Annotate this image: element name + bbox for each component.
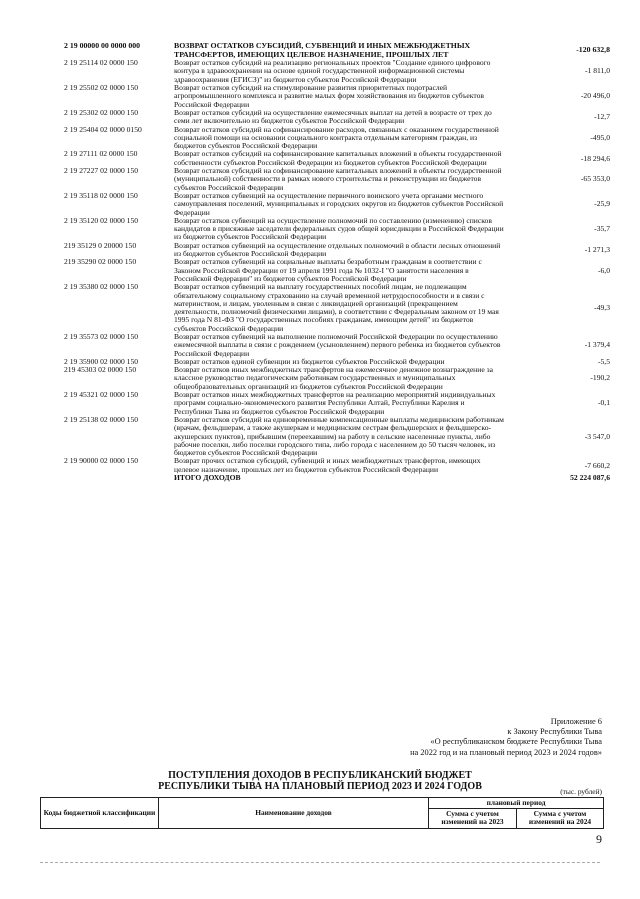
table-row: [62, 366, 610, 391]
row-code: 2 19 25302 02 0000 150: [64, 107, 139, 117]
row-amount: -12,7: [594, 112, 610, 122]
appendix-line-1: Приложение 6: [550, 717, 602, 726]
revenue-table: [62, 42, 610, 482]
table-row: [62, 167, 610, 192]
row-amount: -35,7: [594, 224, 610, 234]
row-code: 2 19 00000 00 0000 000: [64, 41, 141, 50]
row-code: 2 19 25114 02 0000 150: [64, 58, 138, 68]
row-code: 2 19 35118 02 0000 150: [64, 190, 138, 200]
table-row: [62, 457, 610, 474]
header-period: плановый период: [429, 798, 604, 809]
row-amount: -65 353,0: [580, 174, 610, 184]
row-name: Возврат остатков субсидий на софинансирование расходов, связанных с оказанием государственной социальной помощи на основании социального контракта отдельным категориям граждан, из бюджетов субъектов Российской Федерации: [174, 124, 499, 151]
table-header: [40, 797, 604, 829]
row-name: Возврат остатков иных межбюджетных трансфертов на ежемесячное денежное вознаграждение за классное руководство педагогическим работникам государственных и муниципальных общеобразовательных организаций из бюджетов субъектов Российской Федерации: [174, 365, 493, 391]
table-row: [62, 84, 610, 109]
row-amount: -49,3: [594, 302, 610, 312]
revenue-table-body: [62, 42, 610, 474]
row-name: Возврат прочих остатков субсидий, субвенций и иных межбюджетных трансфертов, имеющих целевое назначение, прошлых лет из бюджетов субъектов Российской Федерации: [174, 456, 481, 474]
row-amount: -3 547,0: [584, 431, 610, 441]
table-row: [62, 217, 610, 242]
row-amount: -6,0: [597, 265, 610, 275]
row-name: Возврат остатков субсидий на софинансирование капитальных вложений в объекты государственной собственности субъектов Российской Федерации из бюджетов субъектов Российской Федерации: [174, 149, 502, 167]
row-code: 2 19 25138 02 0000 150: [64, 414, 139, 424]
row-code: 2 19 35120 02 0000 150: [64, 215, 139, 225]
appendix-line-4: на 2022 год и на плановый период 2023 и 2024 годов»: [410, 747, 602, 757]
row-code: 2 19 35573 02 0000 150: [64, 331, 139, 341]
row-code: 2 19 45321 02 0000 150: [64, 390, 139, 400]
document-title: [120, 770, 520, 792]
row-amount: -1 271,3: [584, 244, 610, 254]
page-edge-divider: [40, 862, 600, 863]
row-code: 2 19 25502 02 0000 150: [64, 83, 139, 93]
row-name: Возврат остатков субвенций на осуществление полномочий по составлению (изменению) списков кандидатов в присяжные заседатели федеральных судов общей юрисдикции в Российской Федерации из бюджетов субъектов Российской Федерации: [174, 215, 504, 242]
header-2023: Сумма с учетом изменений на 2023: [429, 809, 517, 828]
table-row: [62, 258, 610, 283]
row-name: Возврат остатков субвенций на социальные выплаты безработным гражданам в соответствии с Законом Российской Федерации от 19 апреля 1991 года № 1032-I "О занятости населения в Российской Федерации" из бюджетов субъектов Российской Федерации: [174, 257, 482, 283]
row-amount: -1 811,0: [584, 66, 610, 76]
table-row: [62, 242, 610, 259]
header-2024: Сумма с учетом изменений на 2024: [517, 809, 604, 828]
appendix-line-3: «О республиканском бюджете Республики Тыва: [430, 737, 602, 747]
row-amount: -18 294,6: [580, 153, 610, 163]
table-row: [62, 59, 610, 84]
row-name: Возврат остатков субсидий на осуществление ежемесячных выплат на детей в возрасте от трех до семи лет включительно из бюджетов субъектов Российской Федерации: [174, 107, 492, 126]
title-line-1: ПОСТУПЛЕНИЯ ДОХОДОВ В РЕСПУБЛИКАНСКИЙ БЮДЖЕТ: [168, 770, 472, 781]
row-amount: -190,2: [590, 373, 610, 383]
title-line-2: РЕСПУБЛИКИ ТЫВА НА ПЛАНОВЫЙ ПЕРИОД 2023 И 2024 ГОДОВ: [158, 781, 482, 793]
row-name: Возврат остатков иных межбюджетных трансфертов на реализацию мероприятий индивидуальных программ социально-экономического развития Республики Алтай, Республики Карелия и Республики Тыва из бюджетов субъектов Российской Федерации: [174, 390, 496, 416]
header-name: Наименование доходов: [159, 798, 429, 829]
row-name: Возврат остатков субсидий на единовременные компенсационные выплаты медицинским работникам (врачам, фельдшерам, а также акушеркам и медицинским сестрам фельдшерских и фельдшерско-акушерских пунктов), прибывшим (переехавшим) на работу в сельские населенные пункты, либо рабочие поселки, либо поселки городского типа, либо города с населением до 50 тысяч человек, из бюджетов субъектов Российской Федерации: [174, 414, 504, 458]
appendix-line-2: к Закону Республики Тыва: [507, 727, 602, 737]
row-amount: -120 632,8: [576, 45, 610, 55]
row-code: 2 19 27227 02 0000 150: [64, 166, 139, 176]
table-row: [62, 333, 610, 358]
row-code: 219 35129 0 20000 150: [64, 240, 137, 250]
table-row: [62, 42, 610, 59]
total-row: [62, 474, 610, 482]
header-codes: Коды бюджетной классификации: [41, 798, 159, 829]
row-code: 2 19 27111 02 0000 150: [64, 149, 138, 159]
row-code: 2 19 35380 02 0000 150: [64, 282, 139, 292]
row-amount: -495,0: [590, 132, 610, 142]
row-amount: -7 660,2: [584, 460, 610, 470]
table-row: [62, 391, 610, 416]
table-row: [62, 150, 610, 167]
row-name: Возврат остатков субсидий на софинансирование капитальных вложений в объекты государственной (муниципальной) собственности в рамках нового строительства и реконструкции из бюджетов субъектов Российской Федерации: [174, 166, 502, 192]
row-amount: -5,5: [597, 356, 610, 366]
unit-label: (тыс. рублей): [560, 787, 602, 796]
page-number: 9: [596, 832, 602, 846]
table-row: [62, 126, 610, 151]
row-amount: -25,9: [594, 199, 610, 209]
row-code: 219 45303 02 0000 150: [64, 365, 137, 375]
row-amount: -20 496,0: [580, 91, 610, 101]
row-amount: -1 379,4: [584, 340, 610, 350]
appendix-note: [410, 717, 602, 758]
row-amount: -0,1: [597, 398, 610, 408]
row-name: Возврат остатков субвенций на осуществление первичного воинского учета органами местного самоуправления поселений, муниципальных и городских округов из бюджетов субъектов Российской Федерации: [174, 190, 504, 217]
row-name: Возврат остатков субвенций на выполнение полномочий Российской Федерации по осуществлению ежемесячной выплаты в связи с рождением (усыновлением) первого ребенка из бюджетов субъектов Российской Федерации: [174, 331, 501, 358]
row-code: 219 35290 02 0000 150: [64, 257, 137, 267]
row-name: Возврат остатков субсидий на реализацию региональных проектов "Создание единого цифрового контура в здравоохранении на основе единой государственной информационной системы здравоохранения (ЕГИСЗ)" из бюджетов субъектов Российской Федерации: [174, 58, 491, 84]
row-name: Возврат остатков субсидий на стимулирование развития приоритетных подотраслей агропромышленного комплекса и развитие малых форм хозяйствования из бюджетов субъектов Российской Федерации: [174, 83, 484, 109]
table-row: [62, 192, 610, 217]
row-name: Возврат остатков субвенций на осуществление отдельных полномочий в области лесных отношений из бюджетов субъектов Российской Федерации: [174, 240, 501, 259]
table-row: [62, 109, 610, 126]
table-row: [62, 283, 610, 333]
row-code: 2 19 90000 02 0000 150: [64, 456, 139, 466]
row-code: 2 19 35900 02 0000 150: [64, 356, 139, 366]
table-row: [62, 416, 610, 457]
row-name: Возврат остатков единой субвенции из бюджетов субъектов Российской Федерации: [174, 356, 445, 366]
total-label: ИТОГО ДОХОДОВ: [174, 473, 241, 483]
row-name: ВОЗВРАТ ОСТАТКОВ СУБСИДИЙ, СУБВЕНЦИЙ И ИНЫХ МЕЖБЮДЖЕТНЫХ ТРАНСФЕРТОВ, ИМЕЮЩИХ ЦЕЛЕВОЕ НАЗНАЧЕНИЕ, ПРОШЛЫХ ЛЕТ: [174, 41, 471, 59]
row-name: Возврат остатков субвенций на выплату государственных пособий лицам, не подлежащим обязательному социальному страхованию на случай временной нетрудоспособности и в связи с материнством, и лицам, уволенным в связи с ликвидацией организаций (прекращением деятельности, полномочий физическими лицами), в соответствии с Федеральным законом от 19 мая 1995 года N 81-ФЗ "О государственных пособиях гражданам, имеющим детей" из бюджетов субъектов Российской Федерации: [174, 282, 499, 333]
row-code: 2 19 25404 02 0000 0150: [64, 124, 142, 134]
total-amount: 52 224 087,6: [570, 473, 610, 483]
